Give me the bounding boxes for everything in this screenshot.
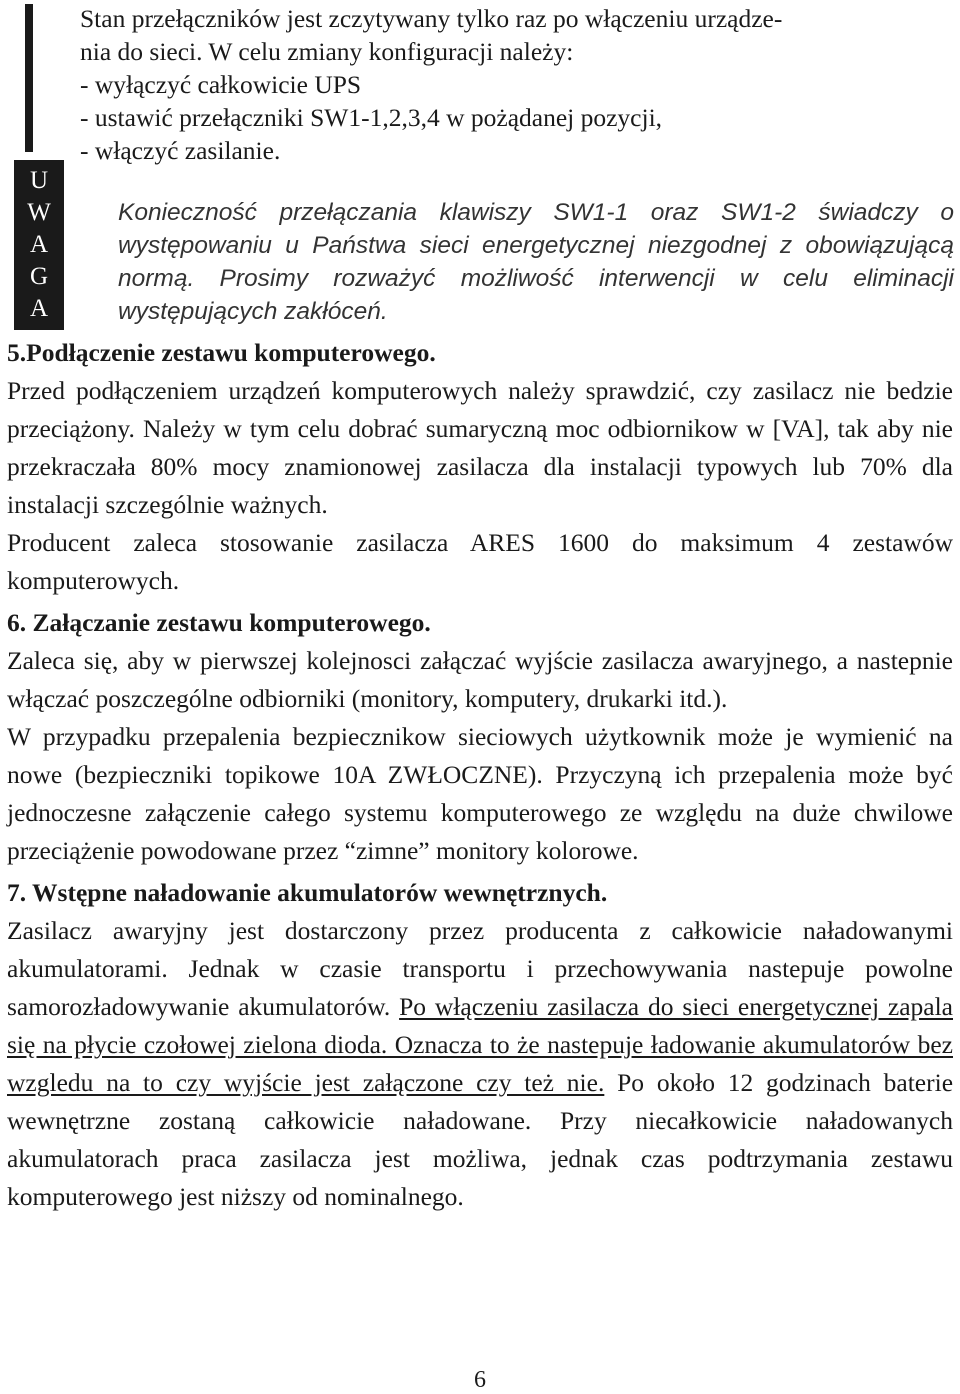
page-number: 6 bbox=[474, 1367, 486, 1393]
section-7-heading: 7. Wstępne naładowanie akumulatorów wewnętrznych. bbox=[7, 878, 608, 907]
intro-line: Stan przełączników jest zczytywany tylko raz po włączeniu urządze- bbox=[80, 4, 783, 33]
intro-line: - włączyć zasilanie. bbox=[80, 136, 281, 165]
section-7-underlined-text: Po włączeniu zasilacza do sieci energetycznej zapala się na płycie czołowej zielona dioda. Oznacza to że nastepuje ładowanie akumulatorów bez wzgledu na to czy wyjście jest załączone czy też nie. bbox=[7, 992, 953, 1097]
intro-line: - ustawić przełączniki SW1-1,2,3,4 w pożądanej pozycji, bbox=[80, 103, 663, 132]
section-7-paragraph bbox=[7, 912, 953, 1216]
switch-config-instructions bbox=[80, 2, 950, 167]
warning-label-box bbox=[14, 160, 64, 330]
main-content bbox=[7, 334, 953, 1216]
section-5-paragraph: Przed podłączeniem urządzeń komputerowych należy sprawdzić, czy zasilacz nie bedzie przeciążony. Należy w tym celu dobrać sumaryczną moc odbiornikow w [VA], tak aby nie przekraczała 80% mocy znamionowej zasilacza dla instalacji typowych lub 70% dla instalacji szczególnie ważnych. bbox=[7, 376, 953, 519]
warning-letter: U bbox=[29, 167, 49, 194]
warning-letter: A bbox=[29, 231, 49, 258]
section-5-heading: 5.Podłączenie zestawu komputerowego. bbox=[7, 338, 436, 367]
warning-note-text: Konieczność przełączania klawiszy SW1-1 oraz SW1-2 świadczy o występowaniu u Państwa sieci energetycznej niezgodnej z obowiązującą normą. Prosimy rozważyć możliwość interwencji w celu eliminacji występujących zakłóceń. bbox=[118, 199, 954, 325]
warning-letter: G bbox=[29, 263, 49, 290]
warning-bar-line bbox=[25, 4, 33, 152]
section-7-text: Zasilacz awaryjny jest dostarczony przez producenta z całkowicie naładowanymi akumulatorami. Jednak w czasie transportu i przechowywania nastepuje powolne samorozładowywanie akumulatorów. bbox=[7, 916, 953, 1021]
section-5-paragraph: Producent zaleca stosowanie zasilacza ARES 1600 do maksimum 4 zestawów komputerowych. bbox=[7, 528, 953, 595]
section-6-paragraph: W przypadku przepalenia bezpiecznikow sieciowych użytkownik może je wymienić na nowe (bezpieczniki topikowe 10A ZWŁOCZNE). Przyczyną ich przepalenia może być jednoczesne załączenie całego systemu komputerowego ze względu na duże chwilowe przeciążenie powodowane przez “zimne” monitory kolorowe. bbox=[7, 722, 953, 865]
warning-note bbox=[118, 196, 954, 328]
intro-line: - wyłączyć całkowicie UPS bbox=[80, 70, 362, 99]
warning-letter: W bbox=[27, 199, 51, 226]
section-7-text: Po około 12 godzinach baterie wewnętrzne zostaną całkowicie naładowane. Przy niecałkowicie naładowanych akumulatorach praca zasilacza jest możliwa, jednak czas podtrzymania zestawu komputerowego jest niższy od nominalnego. bbox=[7, 1068, 954, 1211]
intro-line: nia do sieci. W celu zmiany konfiguracji należy: bbox=[80, 37, 574, 66]
section-6-paragraph: Zaleca się, aby w pierwszej kolejnosci załączać wyjście zasilacza awaryjnego, a nastepnie włączać poszczególne odbiorniki (monitory, komputery, drukarki itd.). bbox=[7, 646, 953, 713]
warning-letter: A bbox=[29, 295, 49, 322]
section-6-heading: 6. Załączanie zestawu komputerowego. bbox=[7, 608, 431, 637]
warning-sidebar bbox=[14, 4, 64, 326]
